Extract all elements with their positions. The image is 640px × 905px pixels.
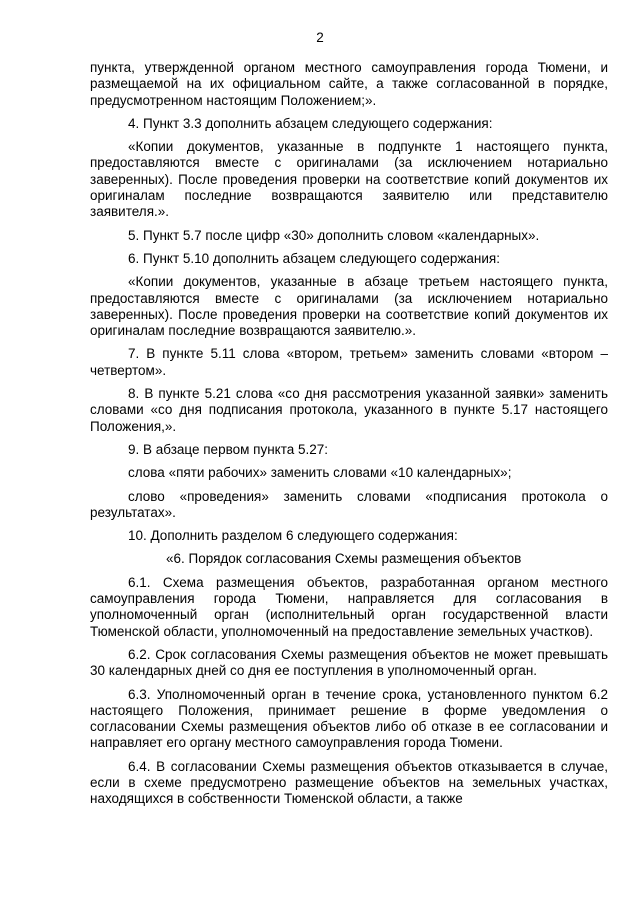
- paragraph: 6.3. Уполномоченный орган в течение срока, установленного пунктом 6.2 настоящего Положения, принимает решение в форме уведомления о согласовании Схемы размещения объектов либо об отказе в ее согласовании и направляет его органу местного самоуправления города Тюмени.: [90, 686, 608, 751]
- paragraph: 10. Дополнить разделом 6 следующего содержания:: [128, 528, 458, 544]
- paragraph: 6.1. Схема размещения объектов, разработанная органом местного самоуправления города Тюмени, направляется для согласования в уполномоченный орган (исполнительный орган государственной власти Тюменской области, уполномоченный на предоставление земельных участков).: [90, 574, 608, 639]
- paragraph: 7. В пункте 5.11 слова «втором, третьем» заменить словами «втором – четвертом».: [90, 346, 608, 378]
- document-body: [90, 60, 608, 815]
- page-number: 2: [316, 30, 324, 45]
- paragraph: 5. Пункт 5.7 после цифр «30» дополнить словом «календарных».: [128, 227, 540, 243]
- paragraph: 8. В пункте 5.21 слова «со дня рассмотрения указанной заявки» заменить словами «со дня подписания протокола, указанного в пункте 5.17 настоящего Положения,».: [90, 386, 608, 434]
- paragraph: 9. В абзаце первом пункта 5.27:: [128, 441, 329, 457]
- paragraph: 6.4. В согласовании Схемы размещения объектов отказывается в случае, если в схеме предусмотрено размещение объектов на земельных участках, находящихся в собственности Тюменской области, а также: [90, 758, 608, 807]
- paragraph: 6.2. Срок согласования Схемы размещения объектов не может превышать 30 календарных дней со дня ее поступления в уполномоченный орган.: [90, 646, 608, 679]
- paragraph: пункта, утвержденной органом местного самоуправления города Тюмени, и размещаемой на их официальном сайте, а также согласованной в порядке, предусмотренном настоящим Положением;».: [90, 60, 608, 108]
- paragraph: «Копии документов, указанные в подпункте 1 настоящего пункта, предоставляются вместе с оригиналами (за исключением нотариально заверенных). После проведения проверки на соответствие копий документов их оригиналам последние возвращаются заявителю или представителю заявителя.».: [90, 139, 608, 220]
- paragraph: слова «пяти рабочих» заменить словами «10 календарных»;: [128, 465, 512, 481]
- paragraph: 4. Пункт 3.3 дополнить абзацем следующего содержания:: [128, 115, 493, 131]
- paragraph: 6. Пункт 5.10 дополнить абзацем следующего содержания:: [128, 250, 500, 266]
- paragraph: слово «проведения» заменить словами «подписания протокола о результатах».: [90, 488, 608, 520]
- section-heading: «6. Порядок согласования Схемы размещения объектов: [166, 551, 522, 567]
- paragraph: «Копии документов, указанные в абзаце третьем настоящего пункта, предоставляются вместе с оригиналами (за исключением нотариально заверенных). После проведения проверки на соответствие копий документов их оригиналам последние возвращаются заявителю.».: [90, 274, 608, 339]
